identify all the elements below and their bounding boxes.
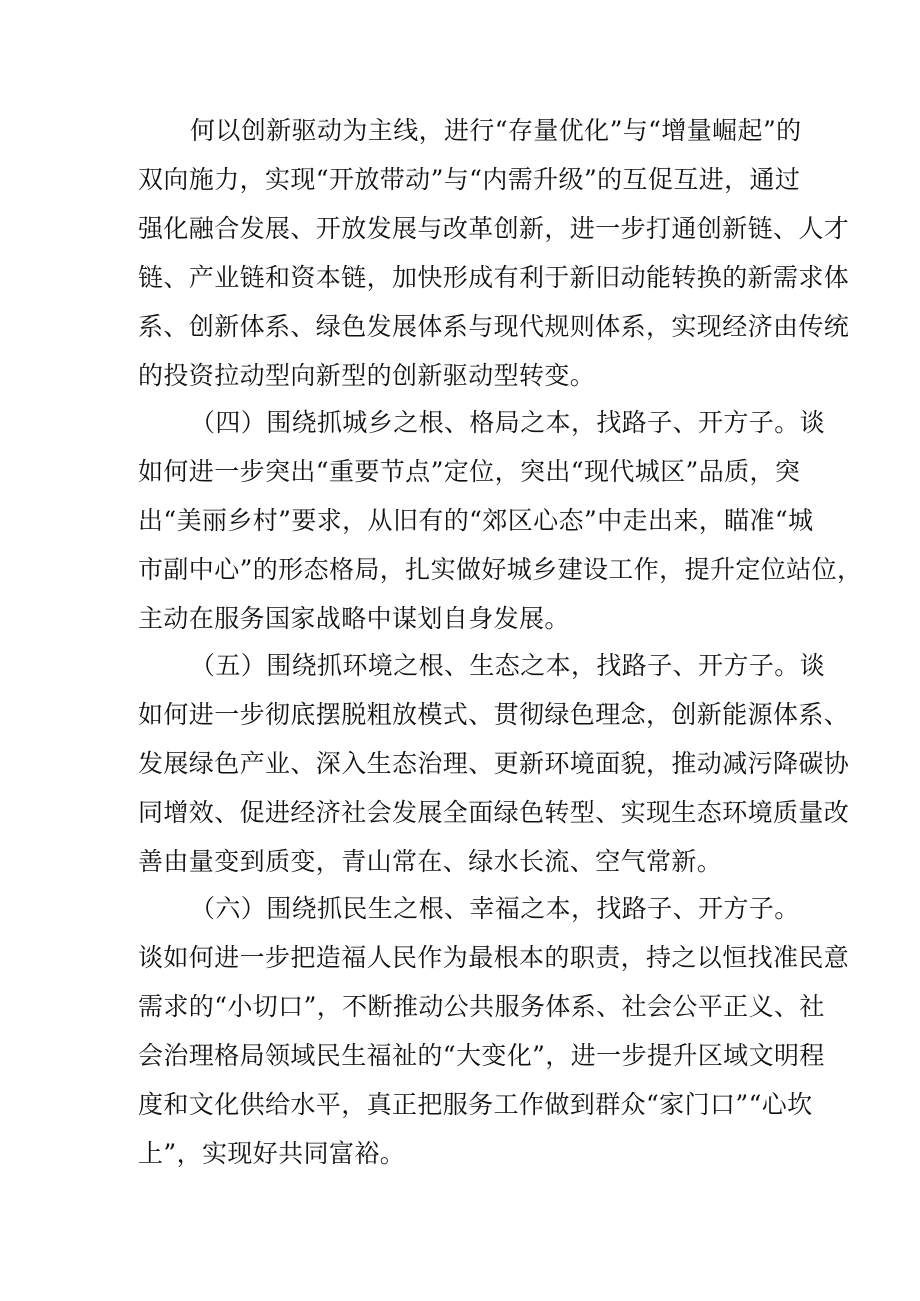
- text-line: 度和文化供给水平，真正把服务工作做到群众“家门口”“心坎: [138, 1090, 813, 1119]
- text-line: 会治理格局领域民生福祉的“大变化”，进一步提升区域文明程: [138, 1041, 825, 1070]
- text-line: 链、产业链和资本链，加快形成有利于新旧动能转换的新需求体: [138, 263, 850, 292]
- text-line: 同增效、促进经济社会发展全面绿色转型、实现生态环境质量改: [138, 798, 850, 827]
- text-line: 需求的“小切口”，不断推动公共服务体系、社会公平正义、社: [138, 992, 825, 1021]
- text-line: 何以创新驱动为主线，进行“存量优化”与“增量崛起”的: [190, 116, 802, 145]
- text-line: 强化融合发展、开放发展与改革创新，进一步打通创新链、人才: [138, 214, 850, 243]
- text-line: 出“美丽乡村”要求，从旧有的“郊区心态”中走出来，瞄准“城: [138, 506, 814, 535]
- text-line: 善由量变到质变，青山常在、绿水长流、空气常新。: [138, 847, 723, 876]
- text-line: 双向施力，实现“开放带动”与“内需升级”的互促互进，通过: [138, 165, 801, 194]
- text-line: 的投资拉动型向新型的创新驱动型转变。: [138, 361, 596, 390]
- text-line: 系、创新体系、绿色发展体系与现代规则体系，实现经济由传统: [138, 312, 850, 341]
- text-line: （五）围绕抓环境之根、生态之本，找路子、开方子。谈: [190, 651, 826, 680]
- text-line: 如何进一步彻底摆脱粗放模式、贯彻绿色理念，创新能源体系、: [138, 700, 850, 729]
- text-line: 市副中心”的形态格局，扎实做好城乡建设工作，提升定位站位，: [138, 555, 863, 584]
- text-line: 上”，实现好共同富裕。: [138, 1139, 406, 1168]
- text-line: 主动在服务国家战略中谋划自身发展。: [138, 604, 570, 633]
- text-line: 如何进一步突出“重要节点”定位，突出“现代城区”品质，突: [138, 457, 801, 486]
- text-line: （六）围绕抓民生之根、幸福之本，找路子、开方子。: [190, 894, 800, 923]
- text-line: 谈如何进一步把造福人民作为最根本的职责，持之以恒找准民意: [138, 943, 850, 972]
- text-line: 发展绿色产业、深入生态治理、更新环境面貌，推动减污降碳协: [138, 749, 850, 778]
- text-line: （四）围绕抓城乡之根、格局之本，找路子、开方子。谈: [190, 408, 826, 437]
